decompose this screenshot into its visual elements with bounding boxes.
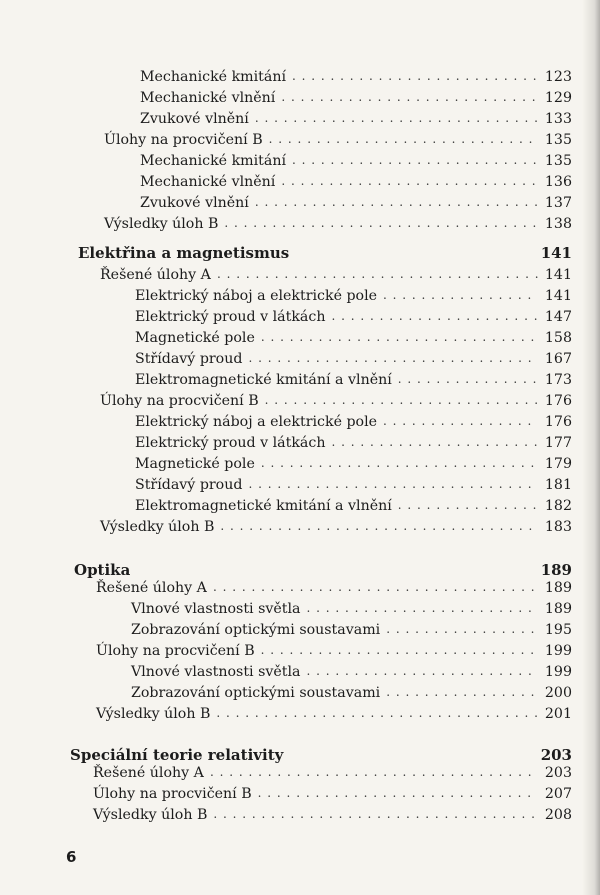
entry-page-number: 173 <box>544 372 572 388</box>
toc-entry <box>135 283 572 305</box>
entry-title: Výsledky úloh B <box>93 807 208 823</box>
entry-title: Zvukové vlnění <box>140 111 249 127</box>
dot-leader <box>281 90 538 104</box>
dot-leader <box>306 601 538 615</box>
entry-title: Elektromagnetické kmitání a vlnění <box>135 372 392 388</box>
toc-entry <box>135 493 572 515</box>
entry-title: Elektrický náboj a elektrické pole <box>135 414 378 430</box>
toc-entry <box>135 409 572 431</box>
dot-leader <box>331 309 538 323</box>
entry-page-number: 189 <box>544 580 572 596</box>
entry-title: Vlnové vlastnosti světla <box>131 601 301 617</box>
entry-page-number: 208 <box>544 807 572 823</box>
entry-page-number: 181 <box>544 477 572 493</box>
toc-entry <box>140 85 572 107</box>
dot-leader <box>383 414 538 428</box>
toc-entry <box>140 169 572 191</box>
dot-leader <box>216 706 538 720</box>
dot-leader <box>213 580 538 594</box>
entry-page-number: 182 <box>544 498 572 514</box>
dot-leader <box>292 153 538 167</box>
entry-page-number: 203 <box>544 765 572 781</box>
dot-leader <box>248 351 538 365</box>
entry-page-number: 199 <box>544 664 572 680</box>
entry-page-number: 147 <box>544 309 572 325</box>
dot-leader <box>261 330 538 344</box>
entry-page-number: 207 <box>544 786 572 802</box>
entry-title: Mechanické vlnění <box>140 90 276 106</box>
dot-leader <box>220 519 538 533</box>
toc-entry <box>104 211 572 233</box>
dot-leader <box>255 195 538 209</box>
toc-entry <box>135 451 572 473</box>
entry-page-number: 129 <box>544 90 572 106</box>
entry-title: Magnetické pole <box>135 456 255 472</box>
entry-title: Výsledky úloh B <box>96 706 211 722</box>
dot-leader <box>261 456 538 470</box>
entry-title: Výsledky úloh B <box>104 216 219 232</box>
section-heading <box>78 240 572 262</box>
dot-leader <box>261 643 538 657</box>
toc-entry <box>100 388 572 410</box>
entry-title: Řešené úlohy A <box>93 765 204 781</box>
dot-leader <box>386 685 538 699</box>
entry-title: Zobrazování optickými soustavami <box>131 685 381 701</box>
entry-title: Střídavý proud <box>135 477 243 493</box>
toc-entry <box>131 596 572 618</box>
entry-page-number: 167 <box>544 351 572 367</box>
toc-entry <box>131 680 572 702</box>
dot-leader <box>306 664 538 678</box>
dot-leader <box>258 786 538 800</box>
page-number: 6 <box>66 848 77 866</box>
dot-leader <box>217 267 538 281</box>
dot-leader <box>210 765 538 779</box>
toc-entry <box>140 64 572 86</box>
toc-entry <box>135 346 572 368</box>
entry-page-number: 200 <box>544 685 572 701</box>
dot-leader <box>213 807 538 821</box>
toc-entry <box>135 367 572 389</box>
entry-page-number: 137 <box>544 195 572 211</box>
page-edge-shadow <box>582 0 600 895</box>
entry-page-number: 136 <box>544 174 572 190</box>
entry-title: Elektrický proud v látkách <box>135 309 326 325</box>
toc-entry <box>96 575 572 597</box>
dot-leader <box>292 69 538 83</box>
entry-title: Elektromagnetické kmitání a vlnění <box>135 498 392 514</box>
toc-entry <box>135 325 572 347</box>
entry-page-number: 195 <box>544 622 572 638</box>
dot-leader <box>265 393 538 407</box>
toc-entry <box>135 430 572 452</box>
section-title: Speciální teorie relativity <box>70 746 284 764</box>
entry-title: Mechanické vlnění <box>140 174 276 190</box>
entry-title: Mechanické kmitání <box>140 153 287 169</box>
entry-title: Elektrický náboj a elektrické pole <box>135 288 378 304</box>
entry-page-number: 177 <box>544 435 572 451</box>
dot-leader <box>398 372 538 386</box>
section-title: Optika <box>74 561 131 579</box>
entry-page-number: 189 <box>544 601 572 617</box>
entry-title: Magnetické pole <box>135 330 255 346</box>
toc-entry <box>100 514 572 536</box>
section-title: Elektřina a magnetismus <box>78 244 290 262</box>
entry-page-number: 201 <box>544 706 572 722</box>
entry-title: Řešené úlohy A <box>100 267 211 283</box>
entry-title: Střídavý proud <box>135 351 243 367</box>
dot-leader <box>224 216 538 230</box>
toc-entry <box>96 701 572 723</box>
entry-title: Řešené úlohy A <box>96 580 207 596</box>
entry-page-number: 123 <box>544 69 572 85</box>
dot-leader <box>386 622 538 636</box>
dot-leader <box>269 132 538 146</box>
toc-entry <box>140 190 572 212</box>
entry-title: Zvukové vlnění <box>140 195 249 211</box>
entry-page-number: 179 <box>544 456 572 472</box>
section-page-number: 203 <box>540 746 572 764</box>
entry-title: Úlohy na procvičení B <box>96 643 255 659</box>
toc-entry <box>140 148 572 170</box>
dot-leader <box>331 435 538 449</box>
entry-page-number: 141 <box>544 288 572 304</box>
toc-entry <box>100 262 572 284</box>
entry-page-number: 133 <box>544 111 572 127</box>
entry-title: Výsledky úloh B <box>100 519 215 535</box>
toc-entry <box>140 106 572 128</box>
toc-entry <box>104 127 572 149</box>
toc-entry <box>93 802 572 824</box>
entry-title: Úlohy na procvičení B <box>104 132 263 148</box>
entry-page-number: 176 <box>544 393 572 409</box>
entry-title: Mechanické kmitání <box>140 69 287 85</box>
dot-leader <box>255 111 538 125</box>
toc-entry <box>135 472 572 494</box>
toc-entry <box>131 659 572 681</box>
entry-page-number: 141 <box>544 267 572 283</box>
entry-title: Zobrazování optickými soustavami <box>131 622 381 638</box>
toc-entry <box>93 781 572 803</box>
dot-leader <box>281 174 538 188</box>
dot-leader <box>248 477 538 491</box>
dot-leader <box>383 288 538 302</box>
toc-entry <box>96 638 572 660</box>
entry-page-number: 199 <box>544 643 572 659</box>
entry-page-number: 138 <box>544 216 572 232</box>
toc-entry <box>135 304 572 326</box>
section-page-number: 141 <box>540 244 572 262</box>
section-page-number: 189 <box>540 561 572 579</box>
toc-entry <box>93 760 572 782</box>
entry-page-number: 158 <box>544 330 572 346</box>
entry-page-number: 135 <box>544 153 572 169</box>
entry-page-number: 176 <box>544 414 572 430</box>
entry-title: Elektrický proud v látkách <box>135 435 326 451</box>
entry-title: Vlnové vlastnosti světla <box>131 664 301 680</box>
entry-title: Úlohy na procvičení B <box>93 786 252 802</box>
entry-page-number: 183 <box>544 519 572 535</box>
dot-leader <box>398 498 538 512</box>
toc-entry <box>131 617 572 639</box>
entry-title: Úlohy na procvičení B <box>100 393 259 409</box>
entry-page-number: 135 <box>544 132 572 148</box>
